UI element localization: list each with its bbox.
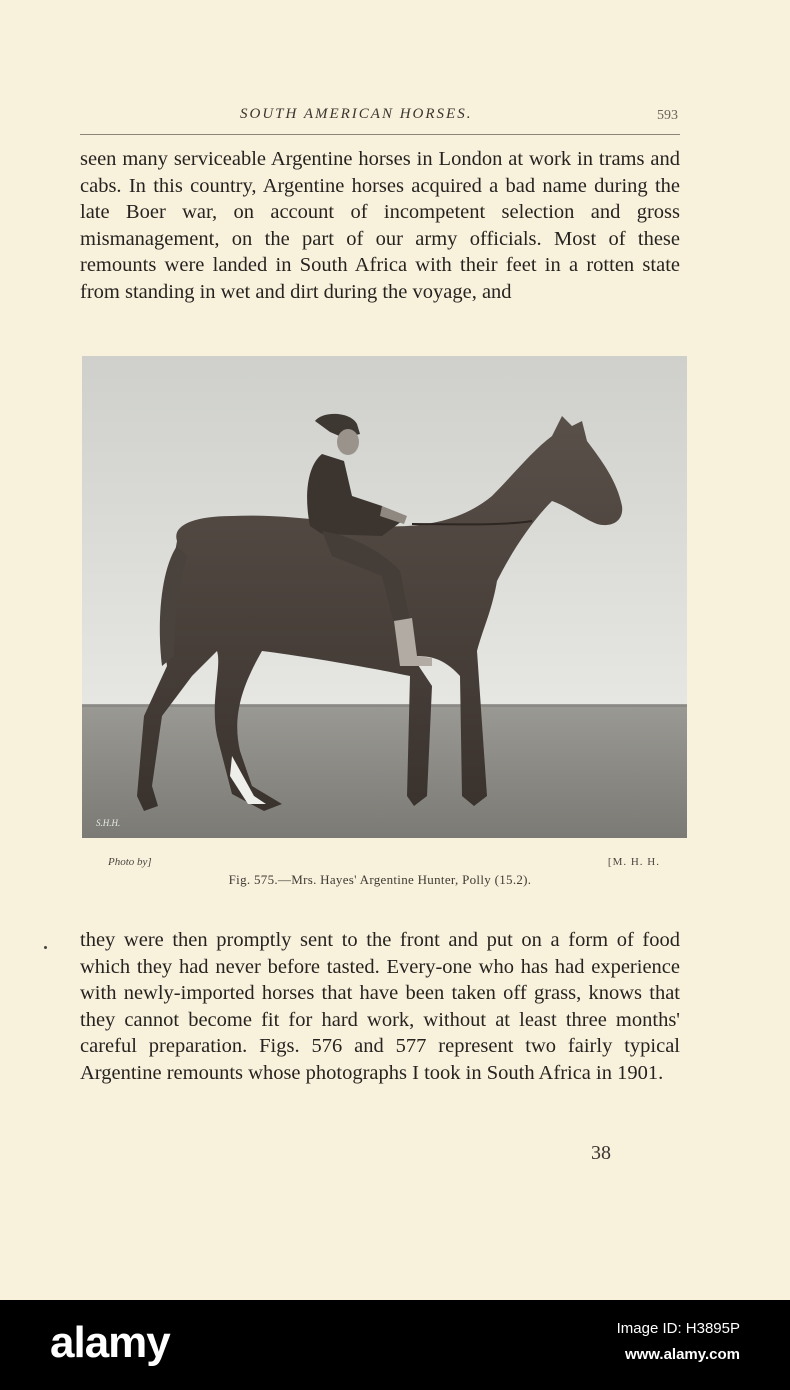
- header-rule: [80, 134, 680, 135]
- photo-credit-left: Photo by]: [108, 856, 152, 868]
- body-paragraph-1: seen many serviceable Argentine horses in London at work in trams and cabs. In this country, Argentine horses acquired a bad name during the late Boer war, on account of incompetent selection and gross mismanagement, on the part of our army officials. Most of these remounts were landed in South Africa with their feet in a rotten state from standing in wet and dirt during the voyage, and: [80, 148, 680, 303]
- watermark-bar: [0, 1300, 790, 1390]
- alamy-logo: alamy: [50, 1318, 170, 1367]
- stray-ink-mark: [44, 946, 47, 949]
- figure-caption: Fig. 575.—Mrs. Hayes' Argentine Hunter, Polly (15.2).: [228, 872, 532, 887]
- photo-credit-right: [M. H. H.: [607, 856, 660, 868]
- body-paragraph-2: they were then promptly sent to the front and put on a form of food which they had never before tasted. Every-one who has had experience with newly-imported horses that have been taken off grass, knows that they cannot become fit for hard work, without at least three months' careful preparation. Figs. 576 and 577 represent two fairly typical Argentine remounts whose photographs I took in South Africa in 1901.: [80, 929, 680, 1084]
- image-id: Image ID: H3895P: [616, 1320, 740, 1337]
- watermark-url: www.alamy.com: [624, 1346, 740, 1363]
- running-head: [80, 106, 680, 128]
- running-title: SOUTH AMERICAN HORSES.: [240, 106, 473, 122]
- signature-mark: 38: [591, 1142, 611, 1164]
- horse-photograph: [82, 356, 687, 838]
- page-number: 593: [657, 108, 678, 123]
- svg-text:S.H.H.: S.H.H.: [96, 818, 121, 828]
